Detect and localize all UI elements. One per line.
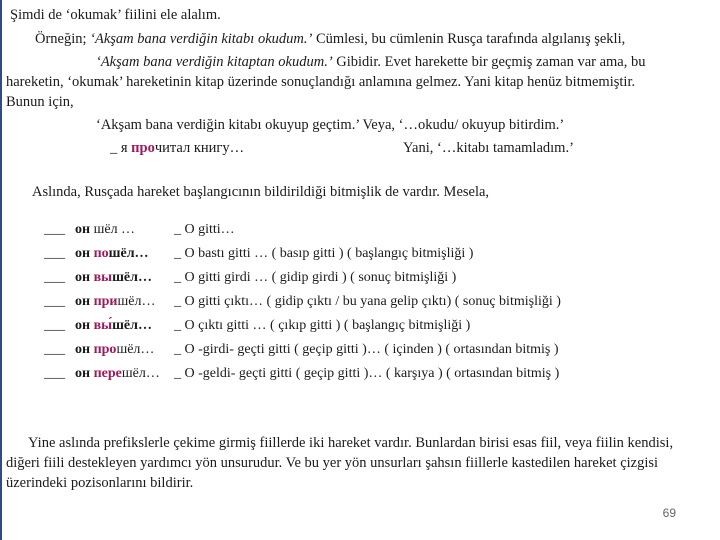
russian-verb	[75, 222, 135, 238]
pronoun: он	[75, 366, 94, 381]
slide-border	[0, 0, 2, 540]
intro-line-6: ‘Akşam bana verdiğin kitabı okuyup geçtim.’ Veya, ‘…okudu/ okuyup bitirdim.’	[96, 117, 565, 133]
verb-prefix: про	[93, 342, 117, 357]
pronoun: он	[75, 318, 94, 333]
russian-example-prefix: про	[131, 140, 155, 156]
intro-line-2	[35, 30, 625, 48]
russian-verb	[75, 246, 149, 262]
verb-stem: шёл …	[90, 222, 136, 237]
verb-stem: шёл…	[108, 246, 149, 261]
russian-example-post: читал книгу…	[154, 140, 245, 156]
pronoun: он	[75, 222, 91, 237]
blank: ___	[44, 342, 65, 357]
turkish-translation: _ O gitti girdi … ( gidip girdi ) ( sonuç bitmişliği )	[174, 270, 457, 285]
turkish-translation: _ O -geldi- geçti gitti ( geçip gitti )… ( karşıya ) ( ortasından bitmiş )	[174, 366, 560, 381]
intro-line-5: Bunun için,	[6, 94, 74, 110]
intro-line-3-rest: Gibidir. Evet harekette bir geçmiş zaman var ama, bu	[332, 54, 646, 70]
russian-example-pre: _ я	[110, 140, 132, 156]
russian-verb	[75, 342, 154, 358]
blank: ___	[44, 270, 65, 285]
turkish-translation: _ O -girdi- geçti gitti ( geçip gitti )… ( içinden ) ( ortasından bitmiş )	[174, 342, 559, 357]
russian-verb	[75, 294, 155, 310]
blank: ___	[44, 294, 65, 309]
turkish-translation: _ O gitti…	[174, 222, 235, 237]
verb-prefix: вы́	[93, 318, 113, 333]
pronoun: он	[75, 294, 94, 309]
pronoun: он	[75, 342, 94, 357]
verb-prefix: при	[93, 294, 118, 309]
blank: ___	[44, 246, 65, 261]
page-number: 69	[662, 506, 676, 520]
closing-paragraph: Yine aslında prefikslerle çekime girmiş fiillerde iki hareket vardır. Bunlardan birisi esas fiil, veya fiilin kendisi, diğeri fiili destekleyen yardımcı yön unsurudur. Ve bu yer yön unsurları şahsın fiillerle kastedilen hareket çizgisi üzerindeki pozisonlarını bildirir.	[6, 435, 674, 491]
blank: ___	[44, 318, 65, 333]
turkish-translation: _ O gitti çıktı… ( gidip çıktı / bu yana gelip çıktı) ( sonuç bitmişliği )	[174, 294, 561, 309]
russian-verb	[75, 270, 152, 286]
verb-stem: шёл…	[112, 270, 152, 285]
example-sentence: ‘Akşam bana verdiğin kitabı okudum.’	[90, 31, 313, 47]
turkish-translation: _ O çıktı gitti … ( çıkıp gitti ) ( başlangıç bitmişliği )	[174, 318, 471, 333]
pronoun: он	[75, 246, 94, 261]
intro-line-4: hareketin, ‘okumak’ hareketinin kitap üzerinde sonuçlandığı anlamına gelmez. Yani kitap henüz bitmemiştir.	[6, 74, 636, 90]
russian-verb	[75, 318, 152, 334]
intro-line-1: Şimdi de ‘okumak’ fiilini ele alalım.	[10, 7, 221, 23]
intro-line-3	[96, 53, 646, 71]
section-line: Aslında, Rusçada hareket başlangıcının bildirildiği bitmişlik de vardır. Mesela,	[32, 184, 490, 200]
example-comment: Cümlesi, bu cümlenin Rusça tarafında algılanış şekli,	[312, 31, 626, 47]
pronoun: он	[75, 270, 94, 285]
verb-stem: шёл…	[121, 366, 160, 381]
russian-example	[110, 139, 244, 157]
russian-example-translation: Yani, ‘…kitabı tamamladım.’	[403, 140, 574, 156]
turkish-translation: _ O bastı gitti … ( basıp gitti ) ( başlangıç bitmişliği )	[174, 246, 474, 261]
verb-stem: шёл…	[117, 294, 156, 309]
blank: ___	[44, 222, 65, 237]
russian-perception-sentence: ‘Akşam bana verdiğin kitaptan okudum.’	[96, 54, 333, 70]
verb-stem: шёл…	[112, 318, 152, 333]
verb-prefix: пере	[93, 366, 122, 381]
verb-prefix: вы	[93, 270, 113, 285]
russian-verb	[75, 366, 160, 382]
example-label: Örneğin;	[35, 31, 91, 47]
blank: ___	[44, 366, 65, 381]
verb-stem: шёл…	[116, 342, 155, 357]
verb-prefix: по	[93, 246, 109, 261]
